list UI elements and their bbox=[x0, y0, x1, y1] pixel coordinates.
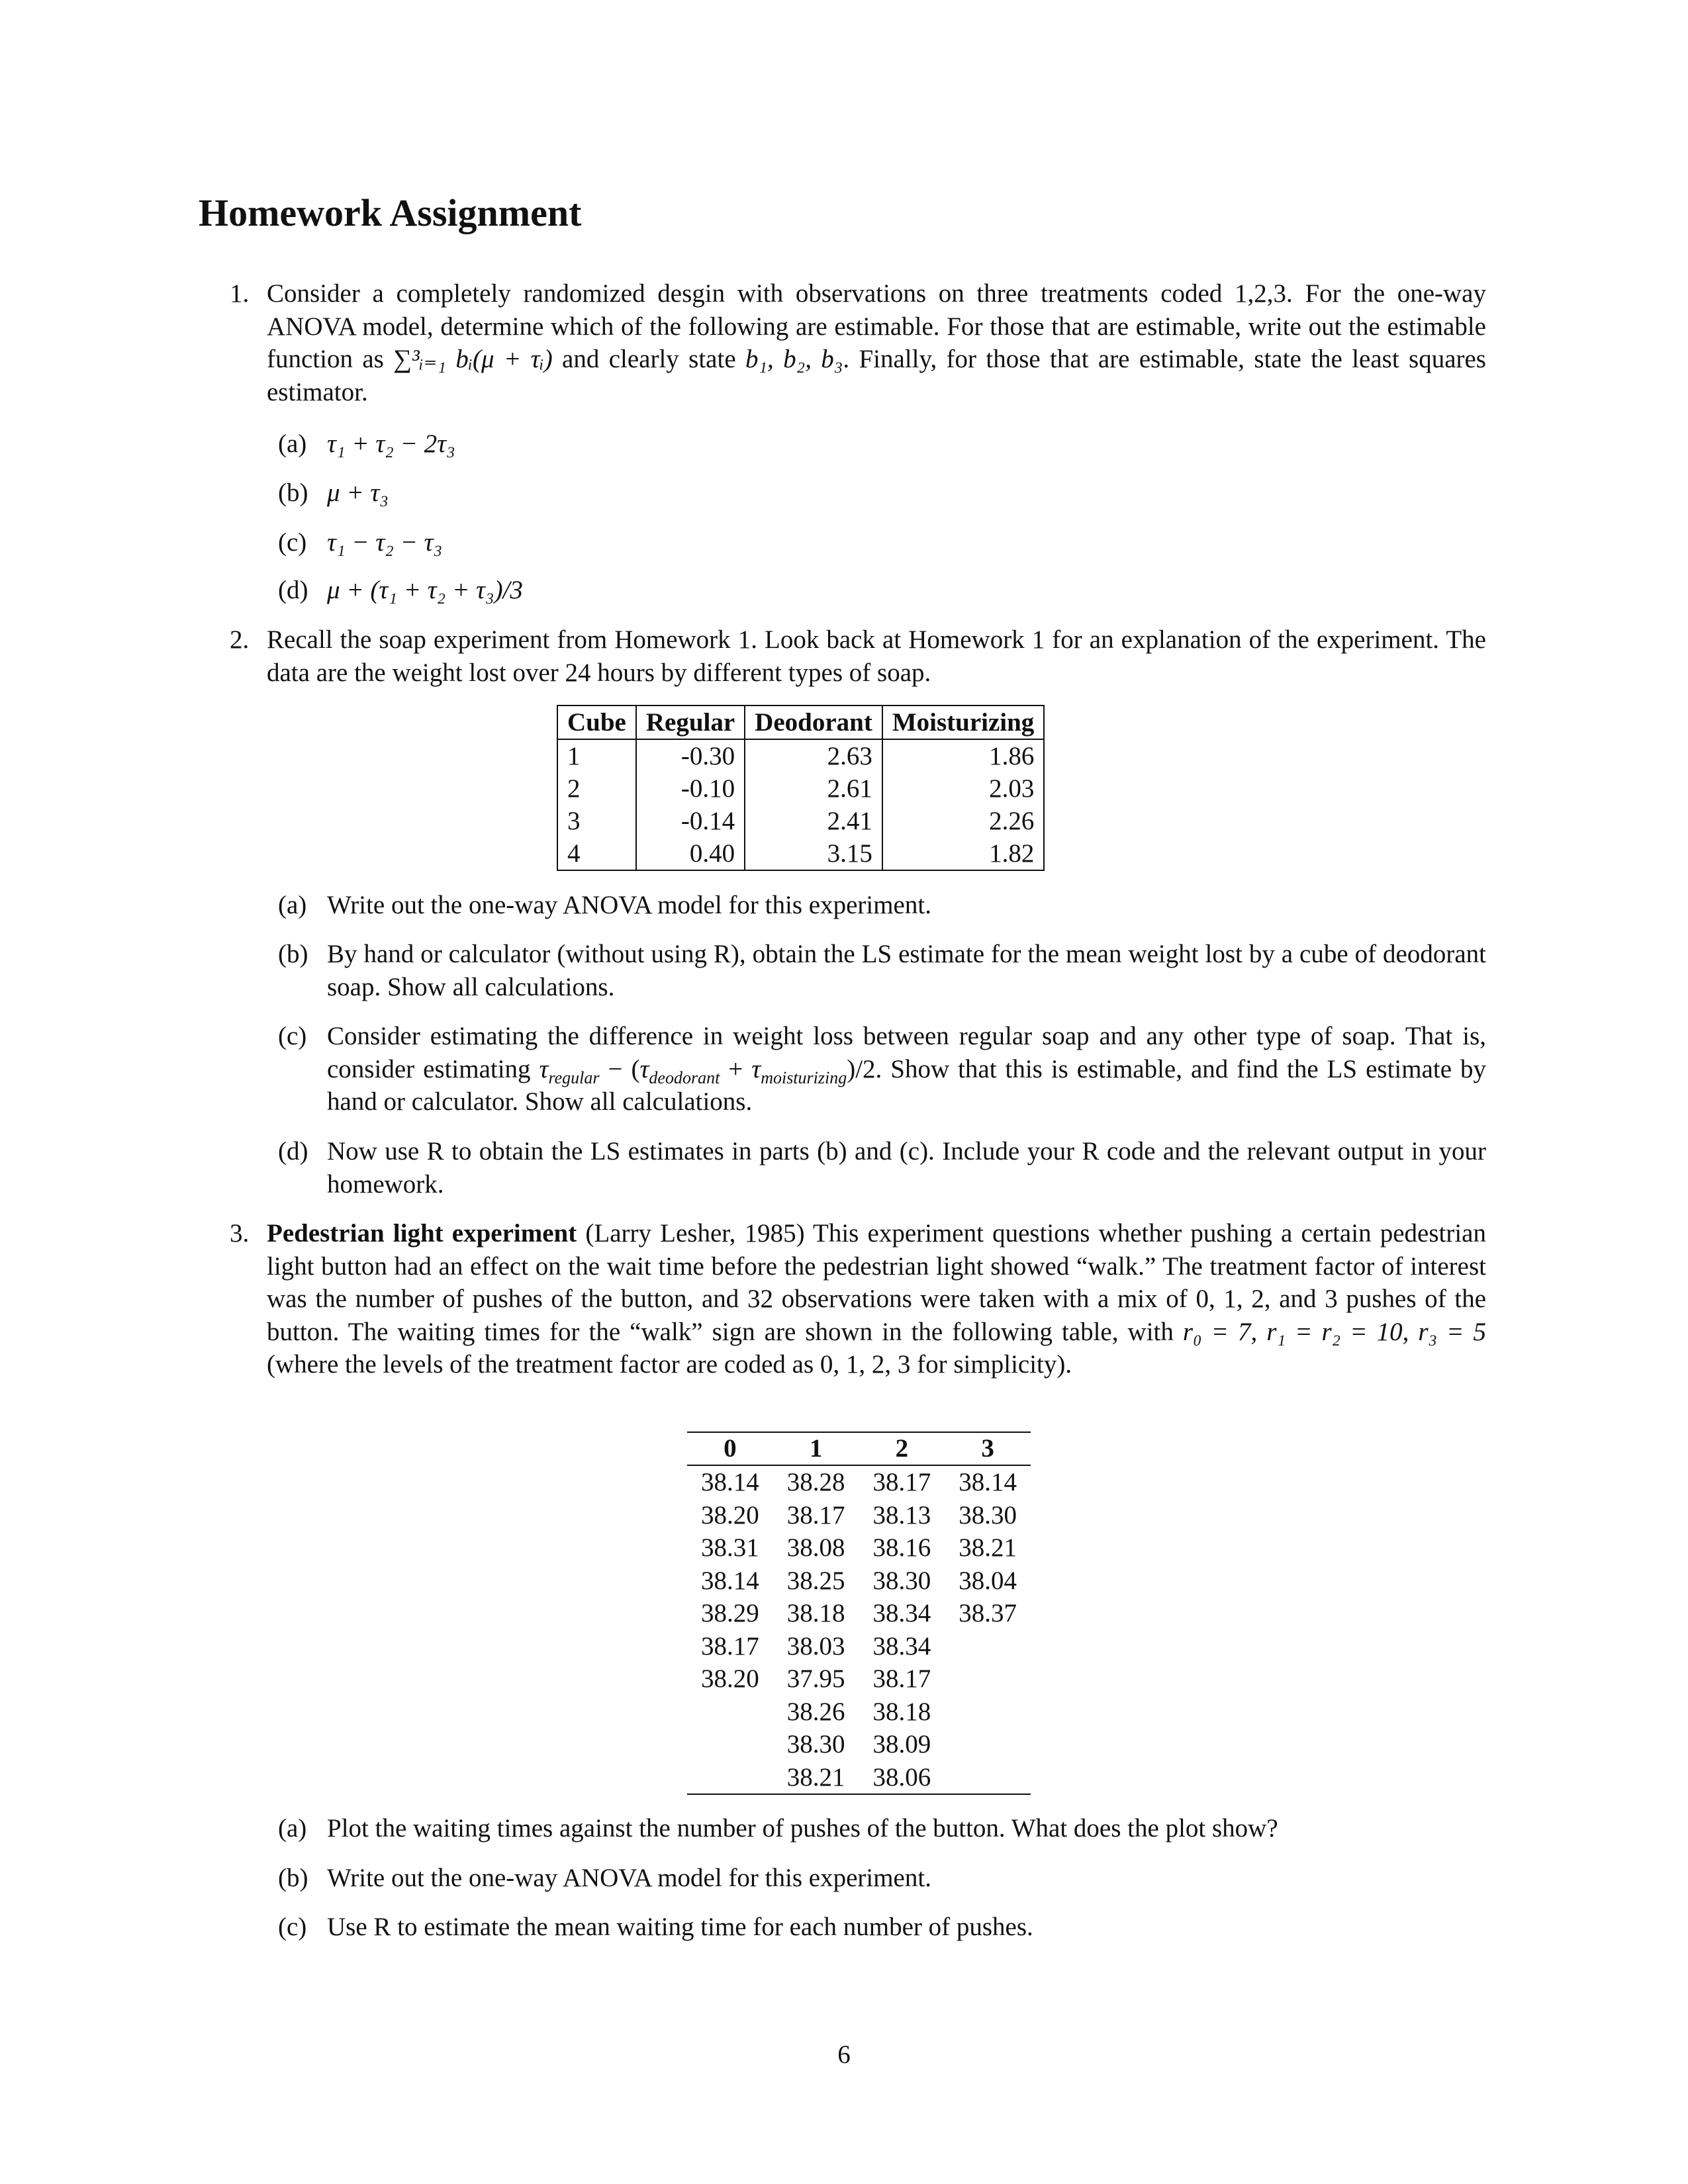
part-expr: τ₁ − τ₂ − τ₃ bbox=[327, 528, 443, 557]
table-cell: 38.17 bbox=[872, 1664, 931, 1693]
table-cell bbox=[945, 1761, 1031, 1795]
table-cell bbox=[945, 1728, 1031, 1761]
part-label: (b) bbox=[278, 478, 308, 507]
table-row bbox=[687, 1465, 1031, 1499]
question-text bbox=[267, 277, 1486, 408]
table-cell: 38.34 bbox=[872, 1599, 931, 1627]
table-row bbox=[557, 772, 1044, 805]
table-cell bbox=[687, 1696, 773, 1729]
table-cell: 4 bbox=[557, 837, 636, 870]
math-b: b₁, b₂, b₃ bbox=[745, 345, 843, 373]
part-label: (a) bbox=[278, 1814, 307, 1843]
table-row bbox=[687, 1565, 1031, 1598]
table-cell: 2.63 bbox=[745, 739, 882, 772]
table-cell: 0.40 bbox=[636, 837, 745, 870]
table-cell: 38.25 bbox=[786, 1566, 845, 1595]
table-cell: 38.34 bbox=[872, 1631, 931, 1661]
math: − ( bbox=[599, 1054, 640, 1083]
q1-part-b bbox=[278, 477, 1486, 510]
q2-part-b bbox=[278, 938, 1486, 1003]
text: Consider a completely randomized desgin with observations on three treatments coded 1,2,3. For the one-way ANOVA model, determine which of the following are estimable. For those that are estimable, write out the estimable function as bbox=[267, 279, 1486, 373]
text: Consider estimating the difference in weight loss between regular soap and any other type of soap. That is, consider estimating bbox=[327, 1022, 1486, 1083]
question-text: Recall the soap experiment from Homework 1. Look back at Homework 1 for an explanation of the experiment. The data are the weight lost over 24 hours by different types of soap. bbox=[267, 625, 1486, 687]
table-row bbox=[687, 1761, 1031, 1795]
table-cell: 38.21 bbox=[786, 1762, 845, 1792]
table-cell: 2.03 bbox=[882, 772, 1044, 805]
text: (where the levels of the treatment factor are coded as 0, 1, 2, 3 for simplicity). bbox=[267, 1350, 1072, 1379]
experiment-name: Pedestrian light experiment bbox=[267, 1219, 577, 1248]
table-cell: 38.08 bbox=[786, 1533, 845, 1562]
part-label: (b) bbox=[278, 940, 308, 968]
table-row bbox=[557, 805, 1044, 837]
text: . Finally, for those that are estimable, state the least squares estimator. bbox=[267, 345, 1486, 406]
table-cell: 38.31 bbox=[701, 1533, 759, 1562]
table-cell: 38.06 bbox=[872, 1762, 931, 1792]
math: deodorant bbox=[649, 1068, 720, 1087]
table-row bbox=[687, 1696, 1031, 1729]
table-cell bbox=[945, 1696, 1031, 1729]
part-text: Now use R to obtain the LS estimates in parts (b) and (c). Include your R code and the relevant output in your homework. bbox=[327, 1137, 1486, 1199]
question-text bbox=[267, 1217, 1486, 1381]
column-header: Moisturizing bbox=[882, 705, 1044, 739]
table-cell: 38.17 bbox=[872, 1468, 931, 1496]
table-cell: -0.30 bbox=[636, 739, 745, 772]
table-cell: -0.14 bbox=[636, 805, 745, 837]
part-label: (d) bbox=[278, 1137, 308, 1165]
table-cell: 38.26 bbox=[786, 1697, 845, 1726]
question-3 bbox=[230, 1217, 1486, 1381]
question-number: 2. bbox=[230, 625, 250, 654]
table-cell: -0.10 bbox=[636, 772, 745, 805]
math: moisturizing bbox=[761, 1068, 847, 1087]
table-cell: 3.15 bbox=[745, 837, 882, 870]
math-sum: ∑³ᵢ₌₁ bᵢ(μ + τᵢ) bbox=[393, 345, 553, 373]
table-cell: 38.17 bbox=[701, 1631, 759, 1661]
part-text: Use R to estimate the mean waiting time for each number of pushes. bbox=[327, 1913, 1033, 1941]
q2-part-d bbox=[278, 1135, 1486, 1201]
page-number: 6 bbox=[837, 2040, 851, 2069]
text: (Larry Lesher, 1985) This experiment questions whether pushing a certain pedestrian light button had an effect on the wait time before the pedestrian light showed “walk.” The treatment factor of interest was the number of pushes of the button, and 32 observations were taken with a mix of 0, 1, 2, and 3 pushes of the button. The waiting times for the “walk” sign are shown in the following table, with bbox=[267, 1219, 1486, 1346]
table-cell: 2.41 bbox=[745, 805, 882, 837]
math: τ bbox=[539, 1054, 549, 1083]
table-cell: 1.86 bbox=[882, 739, 1044, 772]
table-cell: 2.61 bbox=[745, 772, 882, 805]
q2-part-c bbox=[278, 1020, 1486, 1118]
table-header-row bbox=[557, 705, 1044, 739]
part-expr: μ + τ₃ bbox=[327, 478, 389, 507]
table-row bbox=[557, 739, 1044, 772]
question-1 bbox=[230, 277, 1486, 408]
table-cell bbox=[687, 1761, 773, 1795]
table-row bbox=[687, 1728, 1031, 1761]
table-cell: 1.82 bbox=[882, 837, 1044, 870]
q1-part-a bbox=[278, 428, 1486, 461]
math: τ bbox=[751, 1054, 761, 1083]
table-cell: 38.30 bbox=[872, 1566, 931, 1595]
text: . Show that this is estimable, and find the LS estimate by hand or calculator. Show all calculations. bbox=[327, 1054, 1486, 1116]
table-cell: 3 bbox=[557, 805, 636, 837]
math: + bbox=[720, 1054, 752, 1083]
table-cell: 38.20 bbox=[701, 1500, 759, 1529]
part-label: (b) bbox=[278, 1864, 308, 1892]
q1-part-d bbox=[278, 574, 1486, 607]
column-header: 2 bbox=[859, 1432, 945, 1465]
part-text: Write out the one-way ANOVA model for this experiment. bbox=[327, 1864, 931, 1892]
table-cell: 37.95 bbox=[786, 1664, 845, 1693]
table-row bbox=[687, 1630, 1031, 1663]
q3-part-c bbox=[278, 1911, 1486, 1944]
column-header: 1 bbox=[773, 1432, 859, 1465]
part-label: (a) bbox=[278, 891, 307, 919]
question-2 bbox=[230, 623, 1486, 689]
table-cell: 38.18 bbox=[786, 1599, 845, 1627]
q1-part-c bbox=[278, 526, 1486, 559]
part-label: (a) bbox=[278, 430, 307, 458]
table-cell: 38.20 bbox=[701, 1664, 759, 1693]
table-cell: 38.17 bbox=[786, 1500, 845, 1529]
question-number: 1. bbox=[230, 279, 250, 308]
q3-part-b bbox=[278, 1862, 1486, 1895]
part-text: Plot the waiting times against the number of pushes of the button. What does the plot show? bbox=[327, 1814, 1278, 1843]
table-cell: 38.16 bbox=[872, 1533, 931, 1562]
math: )/2 bbox=[847, 1054, 876, 1083]
table-cell: 38.14 bbox=[701, 1468, 759, 1496]
table-cell: 38.03 bbox=[786, 1631, 845, 1661]
part-label: (d) bbox=[278, 576, 308, 604]
part-label: (c) bbox=[278, 1022, 307, 1050]
math: τ bbox=[639, 1054, 649, 1083]
table-cell: 2.26 bbox=[882, 805, 1044, 837]
table-cell: 2 bbox=[557, 772, 636, 805]
part-expr: τ₁ + τ₂ − 2τ₃ bbox=[327, 430, 455, 458]
table-cell: 38.21 bbox=[959, 1533, 1017, 1562]
math: regular bbox=[548, 1068, 600, 1087]
text: and clearly state bbox=[552, 345, 745, 373]
part-text bbox=[327, 1020, 1486, 1118]
table-cell: 38.37 bbox=[959, 1599, 1017, 1627]
table-cell: 1 bbox=[557, 739, 636, 772]
q2-part-a bbox=[278, 889, 1486, 922]
column-header: Cube bbox=[557, 705, 636, 739]
table-header-row bbox=[687, 1432, 1031, 1465]
column-header: 0 bbox=[687, 1432, 773, 1465]
part-label: (c) bbox=[278, 528, 307, 557]
table-cell: 38.09 bbox=[872, 1730, 931, 1758]
table-cell: 38.29 bbox=[701, 1599, 759, 1627]
table-row bbox=[557, 837, 1044, 870]
table-cell: 38.18 bbox=[872, 1697, 931, 1726]
math-r: r₀ = 7, r₁ = r₂ = 10, r₃ = 5 bbox=[1182, 1317, 1486, 1346]
table-cell: 38.28 bbox=[786, 1468, 845, 1496]
q3-part-a bbox=[278, 1812, 1486, 1845]
table-cell: 38.13 bbox=[872, 1500, 931, 1529]
table-cell: 38.04 bbox=[959, 1566, 1017, 1595]
part-text: By hand or calculator (without using R), obtain the LS estimate for the mean weight lost by a cube of deodorant soap. Show all calculations. bbox=[327, 940, 1486, 1001]
column-header: Deodorant bbox=[745, 705, 882, 739]
part-expr: μ + (τ₁ + τ₂ + τ₃)/3 bbox=[327, 576, 523, 604]
walk-time-table bbox=[687, 1432, 1031, 1795]
page-title: Homework Assignment bbox=[199, 191, 582, 234]
table-cell: 38.14 bbox=[701, 1566, 759, 1595]
table-cell bbox=[687, 1728, 773, 1761]
table-cell: 38.30 bbox=[959, 1500, 1017, 1529]
part-text: Write out the one-way ANOVA model for this experiment. bbox=[327, 891, 931, 919]
column-header: Regular bbox=[636, 705, 745, 739]
table-row bbox=[687, 1597, 1031, 1630]
table-cell: 38.14 bbox=[959, 1468, 1017, 1496]
table-cell: 38.30 bbox=[786, 1730, 845, 1758]
table-row bbox=[687, 1531, 1031, 1565]
table-row bbox=[687, 1499, 1031, 1532]
soap-table bbox=[557, 705, 1045, 871]
table-cell bbox=[945, 1630, 1031, 1663]
part-label: (c) bbox=[278, 1913, 307, 1941]
table-cell bbox=[945, 1662, 1031, 1696]
table-row bbox=[687, 1662, 1031, 1696]
question-number: 3. bbox=[230, 1219, 250, 1248]
column-header: 3 bbox=[945, 1432, 1031, 1465]
